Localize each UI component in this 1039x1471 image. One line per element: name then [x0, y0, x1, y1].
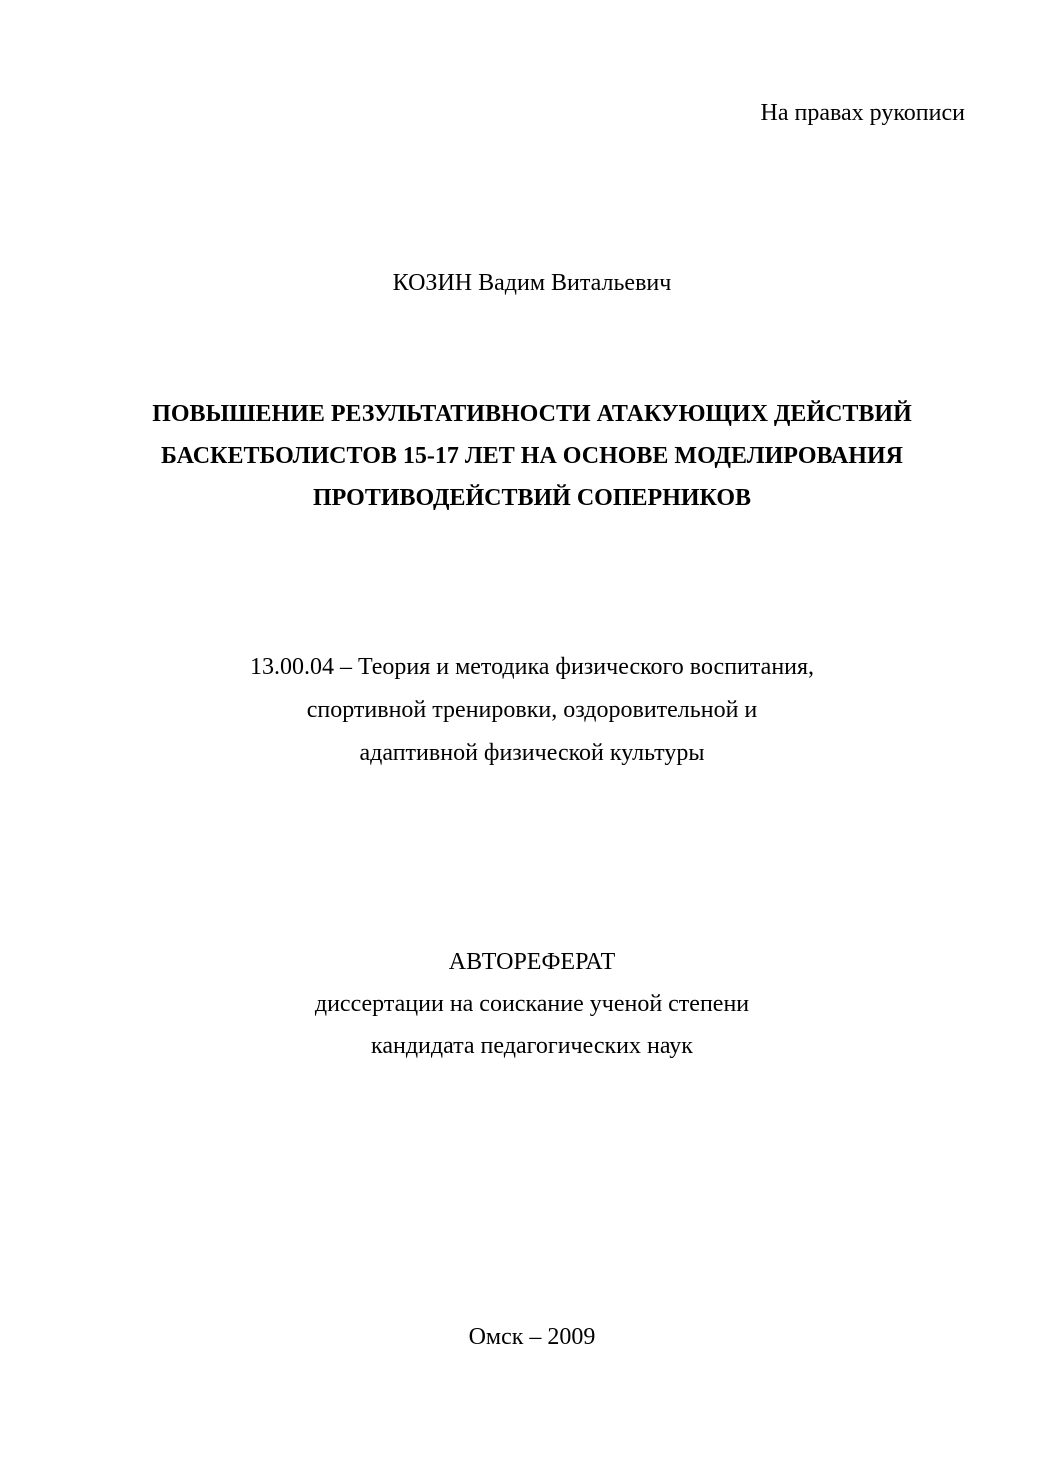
specialty-line: 13.00.04 – Теория и методика физического воспитания,: [249, 654, 815, 680]
title-line: БАСКЕТБОЛИСТОВ 15-17 ЛЕТ НА ОСНОВЕ МОДЕЛИРОВАНИЯ: [161, 443, 903, 469]
abstract-heading: АВТОРЕФЕРАТ: [448, 949, 616, 975]
dissertation-title: [0, 393, 1039, 519]
abstract-line: кандидата педагогических наук: [371, 1033, 693, 1059]
abstract-line: диссертации на соискание ученой степени: [314, 991, 750, 1017]
abstract-block: [0, 941, 1039, 1067]
title-line: ПРОТИВОДЕЙСТВИЙ СОПЕРНИКОВ: [312, 485, 752, 511]
specialty-line: адаптивной физической культуры: [359, 740, 705, 766]
author-name: КОЗИН Вадим Витальевич: [392, 270, 672, 296]
title-line: ПОВЫШЕНИЕ РЕЗУЛЬТАТИВНОСТИ АТАКУЮЩИХ ДЕЙСТВИЙ: [152, 401, 912, 427]
rights-notice: На правах рукописи: [760, 100, 965, 126]
specialty-line: спортивной тренировки, оздоровительной и: [306, 697, 758, 723]
place-year: Омск – 2009: [468, 1324, 596, 1350]
specialty-block: [0, 646, 1039, 775]
